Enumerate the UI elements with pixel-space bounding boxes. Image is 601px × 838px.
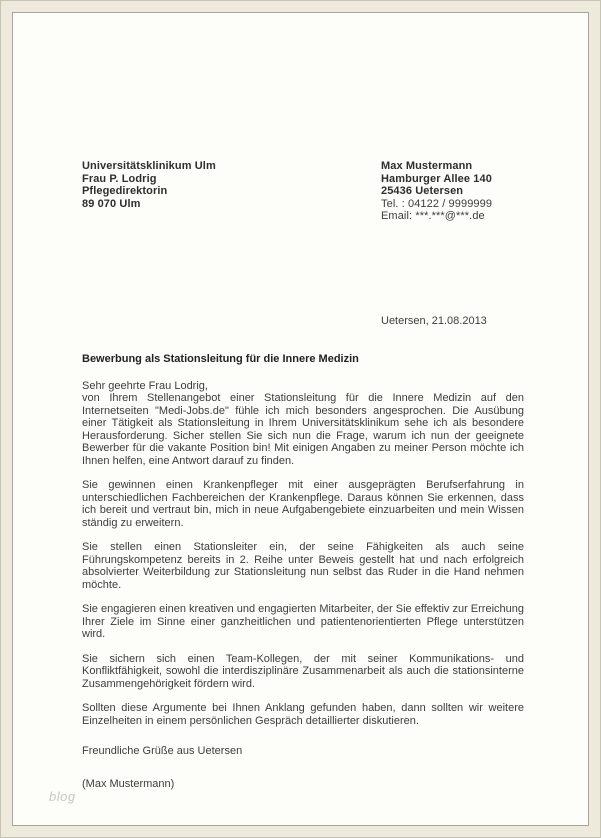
salutation: Sehr geehrte Frau Lodrig, [82, 379, 208, 392]
recipient-line: Frau P. Lodrig [82, 172, 157, 185]
sender-line: 25436 Uetersen [381, 185, 464, 198]
sender-phone-line: Tel. : 04122 / 9999999 [381, 197, 493, 210]
sender-email-line: Email: ***.***@***.de [381, 210, 485, 223]
body-paragraph: Sie sichern sich einen Team-Kollegen, der mit seiner Kommunikations- und Konfliktfähigkeit, sowohl die interdisziplinäre Zusammenarbeit als auch die stationsinterne Zusammengehörigkeit fördern wird. [82, 652, 524, 690]
body-paragraph: Sie engagieren einen kreativen und engagierten Mitarbeiter, der Sie effektiv zur Erreichung Ihrer Ziele im Sinne einer ganzheitlichen und patientenorientierten Pflege unterstützen wird. [82, 603, 524, 640]
recipient-line: 89 070 Ulm [82, 197, 141, 210]
body-paragraph: Sie stellen einen Stationsleiter ein, der seine Fähigkeiten als auch seine Führungskompetenz bereits in 2. Reihe unter Beweis gestellt hat und nach erfolgreich absolvierter Weiterbildung zur Stationsleitung nun selbst das Ruder in die Hand nehmen möchte. [82, 541, 524, 591]
watermark-blog: blog [49, 789, 76, 804]
letter-body [82, 353, 524, 790]
body-paragraph: von Ihrem Stellenangebot einer Stationsleitung für die Innere Medizin auf den Internetseiten "Medi-Jobs.de" fühle ich mich besonders angesprochen. Die Ausübung einer Tätigkeit als Stationsleitung in Ihrem Universitätsklinikum sehe ich als besondere Herausforderung. Sicher stellen Sie sich nun die Frage, warum ich nun der geeignete Bewerber für die vakante Position bin! Mit einigen Angaben zu meiner Person möchte ich Ihnen helfen, eine Antwort darauf zu finden. [82, 392, 524, 467]
signature-name: (Max Mustermann) [82, 777, 175, 790]
recipient-address-block [82, 160, 216, 210]
recipient-line: Universitätsklinikum Ulm [82, 160, 216, 172]
sender-line: Max Mustermann [381, 160, 473, 172]
subject-line: Bewerbung als Stationsleitung für die Innere Medizin [82, 353, 359, 365]
body-paragraph: Sollten diese Argumente bei Ihnen Anklang gefunden haben, dann sollten wir weitere Einzelheiten in einem persönlichen Gespräch detaillierter diskutieren. [82, 702, 524, 727]
sender-address-block [381, 160, 492, 223]
recipient-line: Pflegedirektorin [82, 185, 168, 198]
letter-date: Uetersen, 21.08.2013 [381, 315, 487, 327]
body-paragraph: Sie gewinnen einen Krankenpfleger mit einer ausgeprägten Berufserfahrung in unterschiedlichen Fachbereichen der Krankenpflege. Daraus können Sie erkennen, dass ich bereit und vertraut bin, mich in neue Aufgabengebiete einzuarbeiten und mein Wissen ständig zu erweitern. [82, 479, 524, 529]
letter-page [12, 12, 589, 826]
sender-line: Hamburger Allee 140 [381, 172, 492, 185]
closing-line: Freundliche Grüße aus Uetersen [82, 745, 243, 757]
